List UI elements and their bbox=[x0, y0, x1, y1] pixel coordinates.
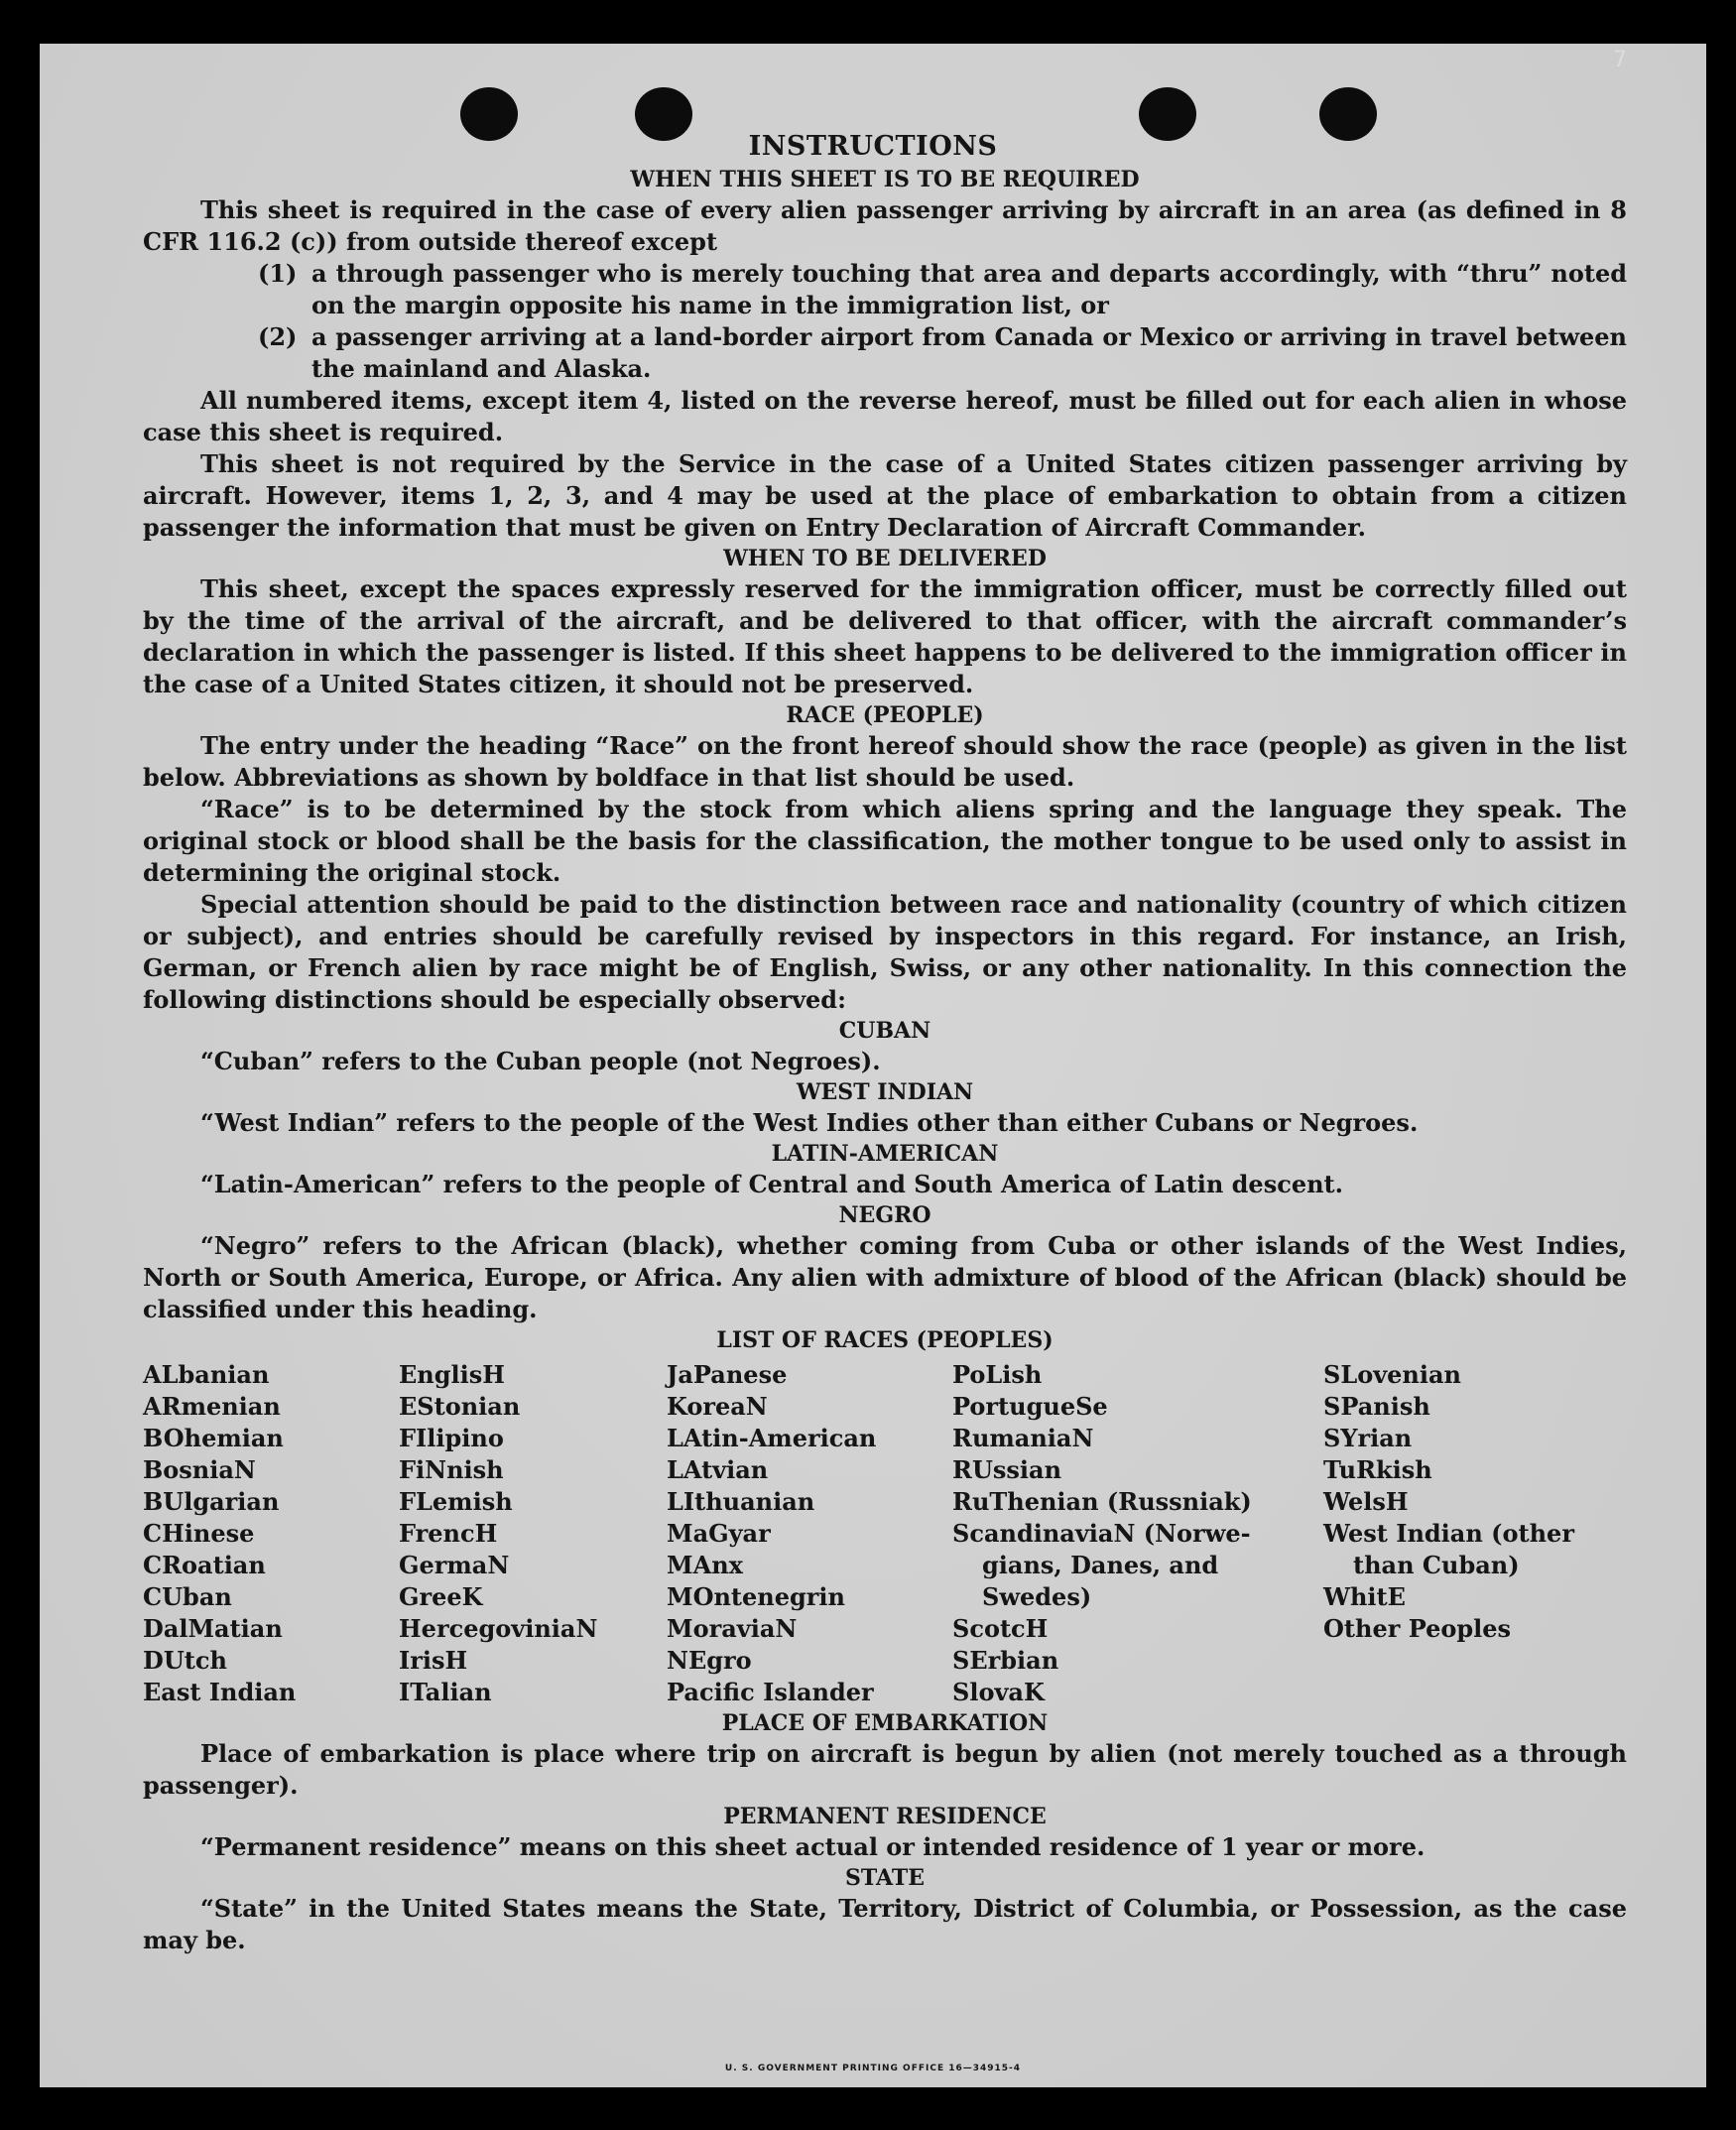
race-entry: DUtch bbox=[143, 1646, 227, 1675]
definition: “Cuban” refers to the Cuban people (not Negroes). bbox=[200, 1047, 881, 1075]
race-entry: LAtvian bbox=[667, 1455, 769, 1484]
race-column bbox=[1323, 1359, 1621, 1708]
race-column bbox=[399, 1359, 667, 1708]
paragraph: Special attention should be paid to the distinction between race and nationality (country of which citizen or subject), and entries should be carefully revised by inspectors in this regard. For instance, an Irish, German, or French alien by race might be of English, Swiss, or any other nationality. In this connection the following distinctions should be especially observed: bbox=[143, 890, 1627, 1014]
race-entry: Swedes) bbox=[982, 1582, 1092, 1611]
race-entry: SlovaK bbox=[952, 1678, 1045, 1706]
race-entry: DalMatian bbox=[143, 1614, 283, 1643]
race-entry: FLemish bbox=[399, 1487, 513, 1516]
race-entry: Pacific Islander bbox=[667, 1678, 874, 1706]
item-text: a passenger arriving at a land-border airport from Canada or Mexico or arriving in travel between the mainland and Alaska. bbox=[311, 322, 1627, 383]
race-entry: ScotcH bbox=[952, 1614, 1049, 1643]
section-heading: NEGRO bbox=[838, 1202, 931, 1228]
race-entry: WelsH bbox=[1323, 1487, 1409, 1516]
race-entry: PortugueSe bbox=[952, 1392, 1108, 1421]
paragraph: The entry under the heading “Race” on the front hereof should show the race (people) as given in the list below. Abbreviations as shown by boldface in that list should be used. bbox=[143, 731, 1627, 792]
race-entry: RuThenian (Russniak) bbox=[952, 1487, 1252, 1516]
definition: “State” in the United States means the State, Territory, District of Columbia, or Possession, as the case may be. bbox=[143, 1894, 1627, 1954]
race-entry: WhitE bbox=[1323, 1582, 1406, 1611]
race-entry: RUssian bbox=[952, 1455, 1062, 1484]
definition: “Permanent residence” means on this sheet actual or intended residence of 1 year or more. bbox=[200, 1832, 1426, 1861]
section-heading: LATIN-AMERICAN bbox=[771, 1141, 999, 1167]
race-entry: EStonian bbox=[399, 1392, 521, 1421]
item-number: (2) bbox=[258, 322, 298, 351]
race-entry: SLovenian bbox=[1323, 1360, 1461, 1389]
race-entry: NEgro bbox=[667, 1646, 752, 1675]
item-text: a through passenger who is merely touching that area and departs accordingly, with “thru” noted on the margin opposite his name in the immigration list, or bbox=[311, 259, 1627, 319]
race-entry: GermaN bbox=[399, 1551, 510, 1579]
paragraph: All numbered items, except item 4, listed on the reverse hereof, must be filled out for each alien in whose case this sheet is required. bbox=[143, 386, 1627, 446]
race-entry: CRoatian bbox=[143, 1551, 266, 1579]
race-column bbox=[952, 1359, 1323, 1708]
race-entry: EnglisH bbox=[399, 1360, 505, 1389]
race-entry: FrencH bbox=[399, 1519, 498, 1548]
race-entry: East Indian bbox=[143, 1678, 297, 1706]
instructions-body bbox=[143, 165, 1627, 1956]
section-heading: PERMANENT RESIDENCE bbox=[723, 1804, 1047, 1829]
section-heading: WHEN THIS SHEET IS TO BE REQUIRED bbox=[630, 167, 1140, 192]
list-item bbox=[143, 258, 1627, 321]
race-entry: IrisH bbox=[399, 1646, 468, 1675]
race-entry: MaGyar bbox=[667, 1519, 771, 1548]
race-entry: ITalian bbox=[399, 1678, 492, 1706]
race-entry: JaPanese bbox=[667, 1360, 788, 1389]
race-column bbox=[143, 1359, 399, 1708]
race-entry: Other Peoples bbox=[1323, 1614, 1512, 1643]
race-entry: LIthuanian bbox=[667, 1487, 815, 1516]
section-heading: RACE (PEOPLE) bbox=[786, 702, 984, 728]
definition: “Negro” refers to the African (black), whether coming from Cuba or other islands of the West Indies, North or South America, Europe, or Africa. Any alien with admixture of blood of the African (black) should be classified under this heading. bbox=[143, 1231, 1627, 1323]
race-entry: GreeK bbox=[399, 1582, 483, 1611]
definition: “West Indian” refers to the people of the West Indies other than either Cubans or Negroes. bbox=[200, 1108, 1419, 1137]
list-item bbox=[143, 321, 1627, 385]
race-entry: MoraviaN bbox=[667, 1614, 798, 1643]
section-heading: PLACE OF EMBARKATION bbox=[721, 1710, 1049, 1736]
race-entry: SYrian bbox=[1323, 1424, 1413, 1452]
page-mark: 7 bbox=[1613, 48, 1627, 72]
paragraph: This sheet is not required by the Service in the case of a United States citizen passenger arriving by aircraft. However, items 1, 2, 3, and 4 may be used at the place of embarkation to obtain from a citizen passenger the information that must be given on Entry Declaration of Aircraft Commander. bbox=[143, 449, 1627, 542]
printing-office-imprint: U. S. GOVERNMENT PRINTING OFFICE 16—34915-4 bbox=[724, 2064, 1022, 2073]
race-list bbox=[143, 1359, 1627, 1708]
race-entry: RumaniaN bbox=[952, 1424, 1094, 1452]
race-entry: BOhemian bbox=[143, 1424, 284, 1452]
paragraph: “Race” is to be determined by the stock from which aliens spring and the language they speak. The original stock or blood shall be the basis for the classification, the mother tongue to be used only to assist in determining the original stock. bbox=[143, 795, 1627, 887]
section-heading: LIST OF RACES (PEOPLES) bbox=[716, 1327, 1054, 1353]
race-entry: SPanish bbox=[1323, 1392, 1430, 1421]
paragraph: This sheet, except the spaces expressly reserved for the immigration officer, must be correctly filled out by the time of the arrival of the aircraft, and be delivered to that officer, with the aircraft commander’s declaration in which the passenger is listed. If this sheet happens to be delivered to the immigration officer in the case of a United States citizen, it should not be preserved. bbox=[143, 574, 1627, 698]
race-entry: HercegoviniaN bbox=[399, 1614, 598, 1643]
paragraph: This sheet is required in the case of every alien passenger arriving by aircraft in an area (as defined in 8 CFR 116.2 (c)) from outside thereof except bbox=[143, 195, 1627, 256]
race-entry: ScandinaviaN (Norwe- bbox=[952, 1519, 1251, 1548]
race-entry: gians, Danes, and bbox=[982, 1551, 1219, 1579]
race-entry: CHinese bbox=[143, 1519, 255, 1548]
race-column bbox=[667, 1359, 952, 1708]
race-entry: FIlipino bbox=[399, 1424, 504, 1452]
instruction-sheet bbox=[40, 44, 1706, 2087]
race-entry: SErbian bbox=[952, 1646, 1059, 1675]
section-heading: CUBAN bbox=[838, 1018, 931, 1044]
race-entry: TuRkish bbox=[1323, 1455, 1432, 1484]
section-heading: WHEN TO BE DELIVERED bbox=[723, 546, 1047, 571]
race-entry: BUlgarian bbox=[143, 1487, 280, 1516]
section-heading: STATE bbox=[844, 1865, 926, 1891]
page-title: INSTRUCTIONS bbox=[748, 131, 998, 162]
race-entry: FiNnish bbox=[399, 1455, 504, 1484]
definition: Place of embarkation is place where trip on aircraft is begun by alien (not merely touched as a through passenger). bbox=[143, 1739, 1627, 1800]
race-entry: MOntenegrin bbox=[667, 1582, 845, 1611]
race-entry: West Indian (other bbox=[1323, 1519, 1574, 1548]
section-heading: WEST INDIAN bbox=[796, 1079, 974, 1105]
definition: “Latin-American” refers to the people of Central and South America of Latin descent. bbox=[200, 1170, 1343, 1198]
race-entry: LAtin-American bbox=[667, 1424, 877, 1452]
race-entry: than Cuban) bbox=[1353, 1551, 1520, 1579]
item-number: (1) bbox=[258, 259, 298, 288]
race-entry: BosniaN bbox=[143, 1455, 256, 1484]
race-entry: CUban bbox=[143, 1582, 232, 1611]
race-entry: ARmenian bbox=[143, 1392, 281, 1421]
race-entry: KoreaN bbox=[667, 1392, 768, 1421]
race-entry: PoLish bbox=[952, 1360, 1043, 1389]
race-entry: ALbanian bbox=[143, 1360, 270, 1389]
race-entry: MAnx bbox=[667, 1551, 743, 1579]
